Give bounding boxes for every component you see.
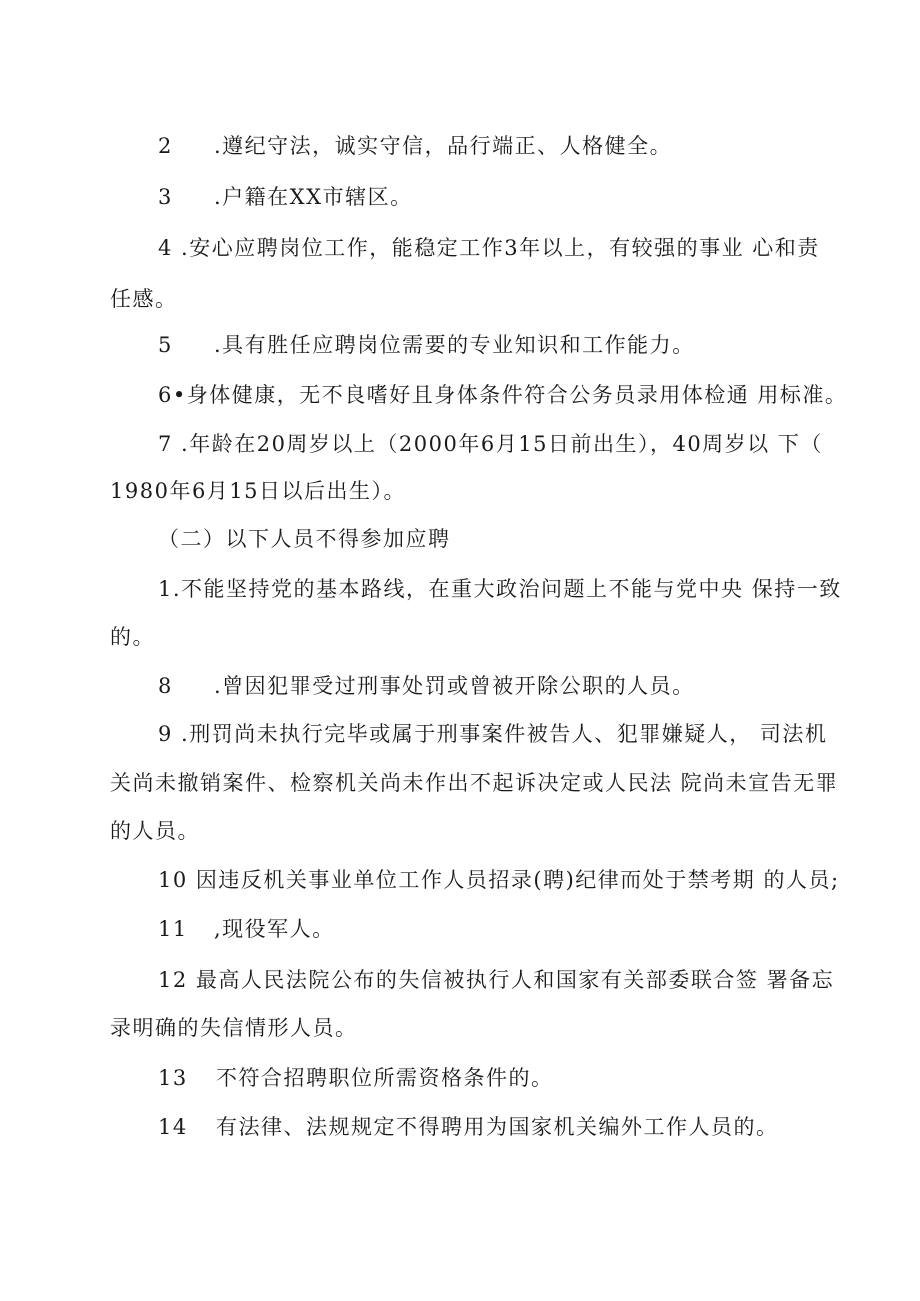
- paragraph-7-line-1: 7 .年龄在20周岁以上（2000年6月15日前出生），40周岁以 下（: [158, 432, 823, 456]
- paragraph-6: 6•身体健康，无不良嗜好且身体条件符合公务员录用体检通 用标准。: [158, 383, 848, 407]
- item-text: .户籍在XX市辖区。: [214, 185, 413, 209]
- paragraph-9-line-3: 的人员。: [110, 819, 200, 843]
- item-text: 不符合招聘职位所需资格条件的。: [216, 1066, 554, 1090]
- item-text: .曾因犯罪受过刑事处罚或曾被开除公职的人员。: [214, 674, 695, 698]
- list-item-3: [158, 181, 413, 211]
- item-number: 8: [158, 674, 173, 698]
- list-item-8: [158, 670, 695, 700]
- list-item-13: [158, 1062, 554, 1092]
- item-number: 11: [158, 917, 188, 941]
- item-number: 2: [158, 134, 173, 158]
- list-item-11: [158, 913, 335, 943]
- item-number: 3: [158, 185, 173, 209]
- paragraph-4-line-2: 任感。: [110, 287, 178, 311]
- item-number: 14: [158, 1115, 188, 1139]
- paragraph-12-line-2: 录明确的失信情形人员。: [110, 1016, 358, 1040]
- list-item-5: [158, 329, 695, 359]
- paragraph-7-line-2: 1980年6月15日以后出生）。: [110, 479, 407, 503]
- list-item-14: [158, 1111, 779, 1141]
- paragraph-10: 10 因违反机关事业单位工作人员招录(聘)纪律而处于禁考期 的人员;: [158, 868, 840, 892]
- paragraph-1-line-1: 1.不能坚持党的基本路线，在重大政治问题上不能与党中央 保持一致: [158, 577, 842, 601]
- section-heading: （二）以下人员不得参加应聘: [158, 527, 451, 551]
- paragraph-4-line-1: 4 .安心应聘岗位工作，能稳定工作3年以上，有较强的事业 心和责: [158, 236, 820, 260]
- paragraph-12-line-1: 12 最高人民法院公布的失信被执行人和国家有关部委联合签 署备忘: [158, 968, 835, 992]
- item-text: .遵纪守法，诚实守信，品行端正、人格健全。: [214, 134, 673, 158]
- item-number: 5: [158, 333, 173, 357]
- paragraph-1-line-2: 的。: [110, 625, 155, 649]
- item-text: .具有胜任应聘岗位需要的专业知识和工作能力。: [214, 333, 695, 357]
- item-number: 13: [158, 1066, 188, 1090]
- item-text: ,现役军人。: [214, 917, 335, 941]
- paragraph-9-line-2: 关尚未撤销案件、检察机关尚未作出不起诉决定或人民法 院尚未宣告无罪: [110, 771, 839, 795]
- paragraph-9-line-1: 9 .刑罚尚未执行完毕或属于刑事案件被告人、犯罪嫌疑人， 司法机: [158, 722, 828, 746]
- list-item-2: [158, 130, 672, 160]
- item-text: 有法律、法规规定不得聘用为国家机关编外工作人员的。: [216, 1115, 779, 1139]
